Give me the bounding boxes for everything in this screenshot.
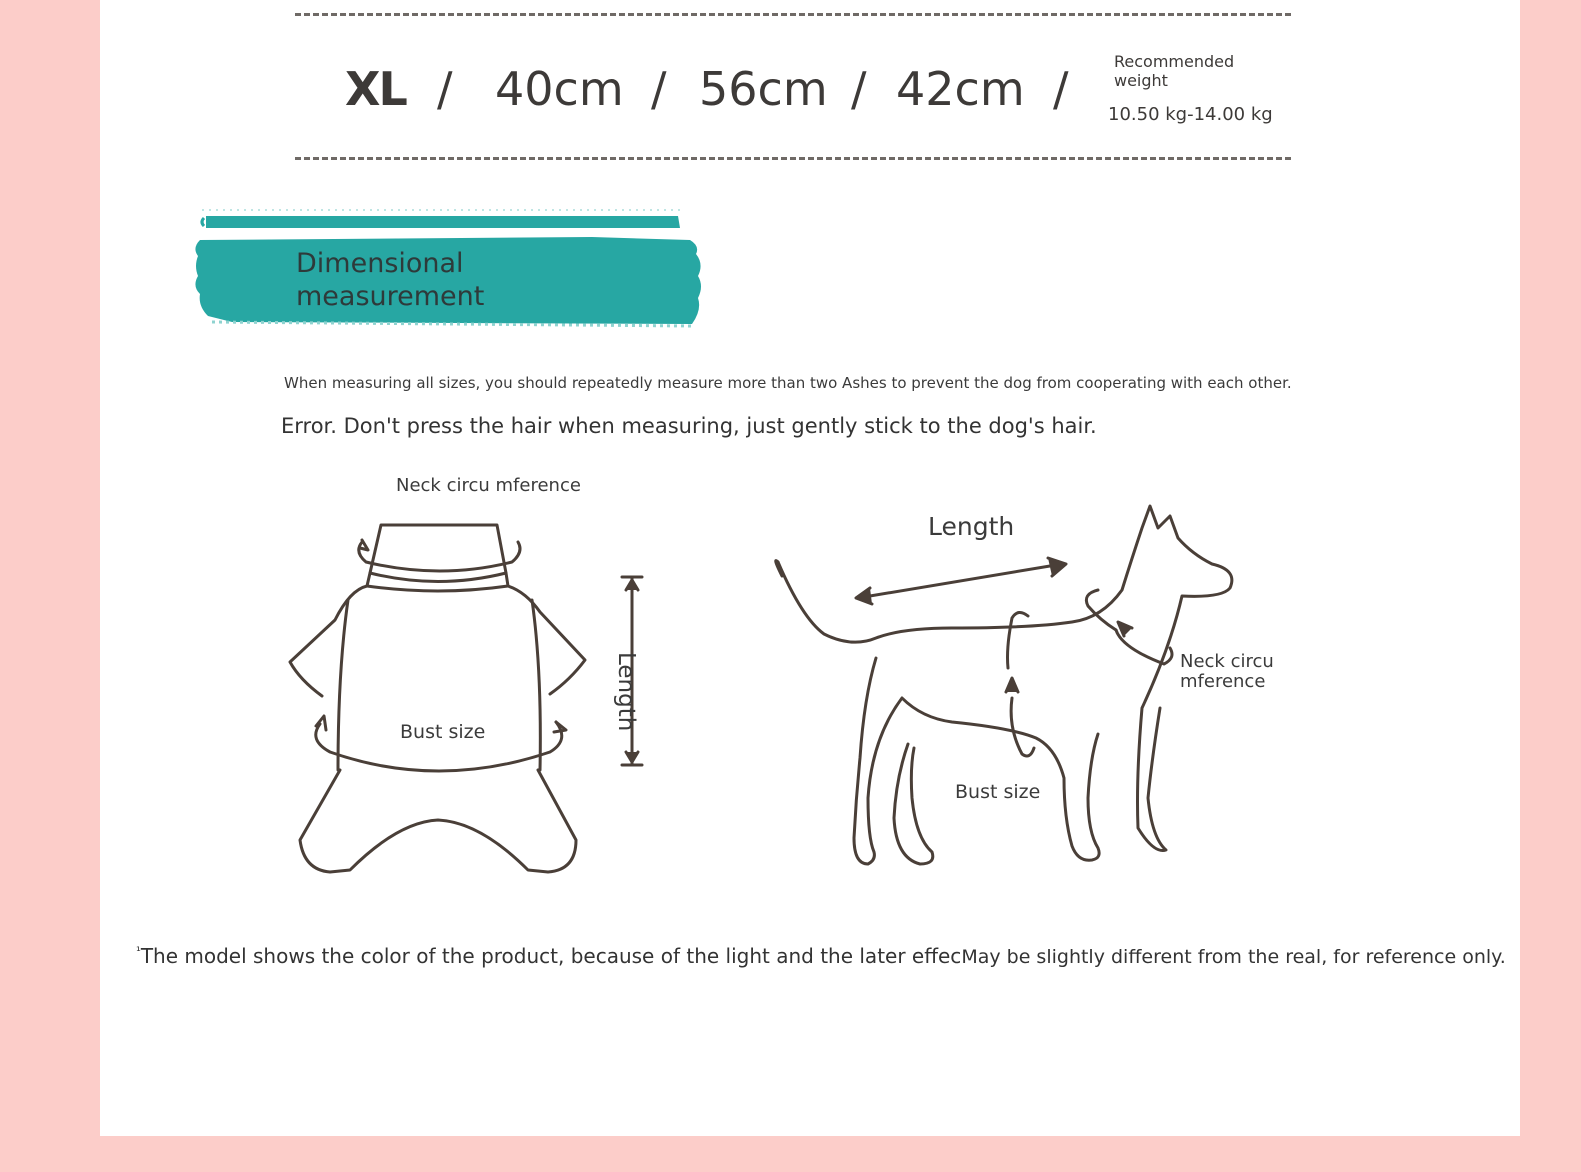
measuring-note: When measuring all sizes, you should repeatedly measure more than two Ashes to prevent the dog from cooperating with each other. xyxy=(284,374,1292,392)
recommended-weight-label: Recommended weight xyxy=(1114,52,1235,90)
separator: / xyxy=(1053,62,1069,116)
footer-part-2: May be slightly different from the real, for reference only. xyxy=(961,946,1506,968)
clothing-neck-label: Neck circu mference xyxy=(396,475,581,496)
recommended-weight-value: 10.50 kg-14.00 kg xyxy=(1108,104,1273,125)
section-title: Dimensional measurement xyxy=(296,248,485,312)
size-label: XL xyxy=(345,62,406,116)
bottom-divider xyxy=(295,157,1291,160)
separator: / xyxy=(851,62,867,116)
measurement-1: 40cm xyxy=(495,62,624,116)
content-card xyxy=(100,0,1520,1136)
clothing-length-label: Length xyxy=(613,652,639,732)
top-divider xyxy=(295,13,1291,16)
dog-neck-label: Neck circu mference xyxy=(1180,651,1274,692)
clothing-bust-label: Bust size xyxy=(400,721,486,743)
footer-disclaimer xyxy=(136,944,1506,968)
measurement-2: 56cm xyxy=(699,62,828,116)
separator: / xyxy=(437,62,453,116)
hair-note: Error. Don't press the hair when measuring, just gently stick to the dog's hair. xyxy=(281,414,1097,438)
measurement-3: 42cm xyxy=(896,62,1025,116)
separator: / xyxy=(651,62,667,116)
footnote-marker: ¹ xyxy=(136,944,141,958)
dog-bust-label: Bust size xyxy=(955,781,1041,803)
dog-length-label: Length xyxy=(928,512,1015,541)
footer-part-1: The model shows the color of the product, because of the light and the later effec xyxy=(140,944,962,968)
